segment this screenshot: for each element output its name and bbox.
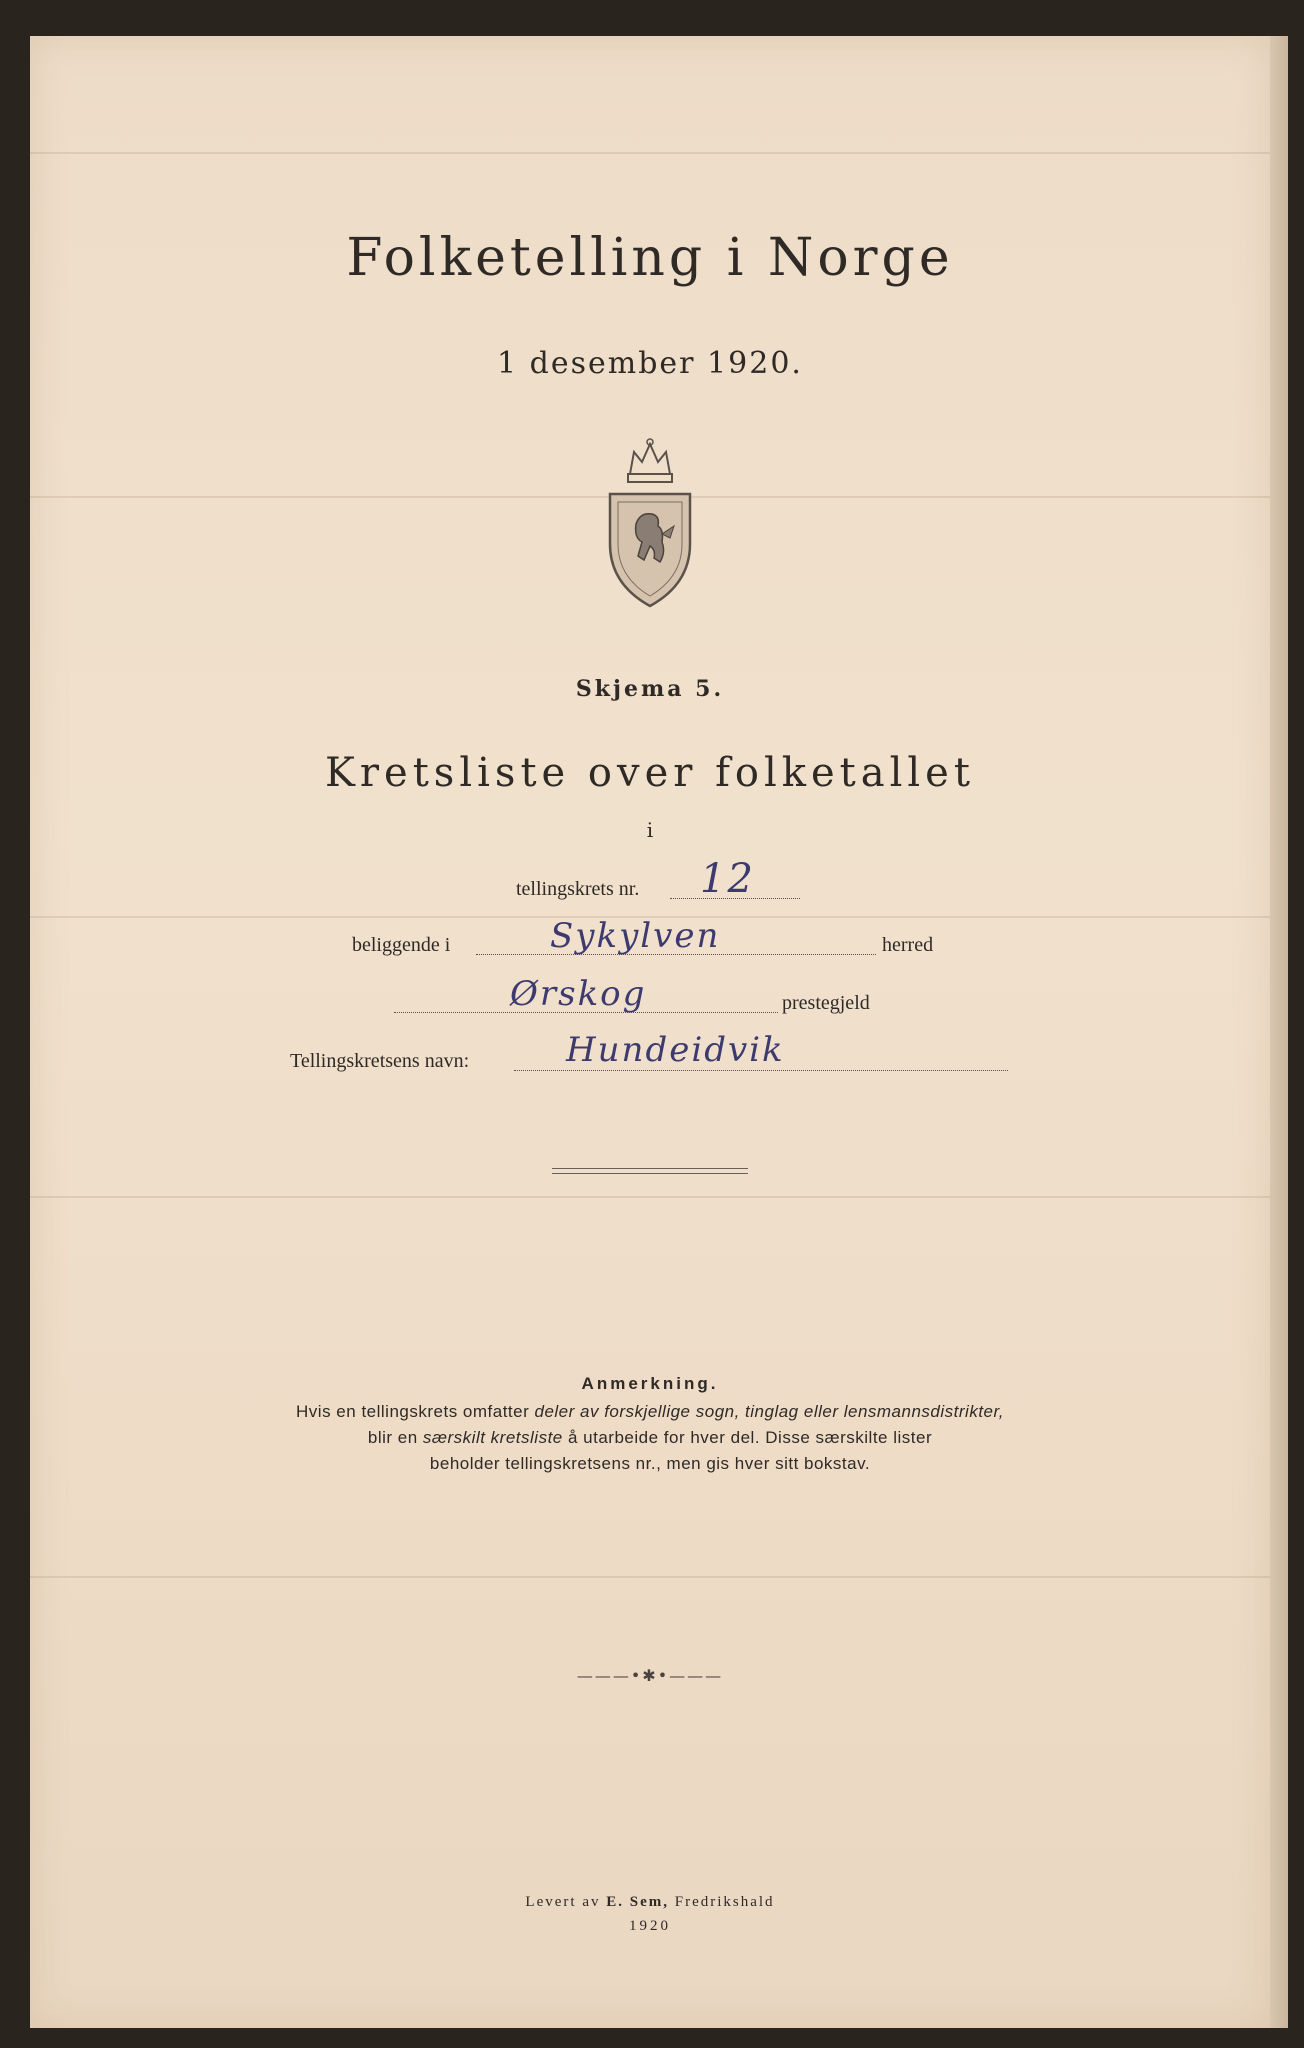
beliggende-label: beliggende i: [352, 934, 451, 956]
fold-line: [30, 152, 1270, 154]
census-form-page: [30, 36, 1270, 2028]
coat-of-arms-icon: [600, 434, 700, 612]
separator-double-line: [552, 1168, 748, 1174]
tellingskrets-label: tellingskrets nr.: [516, 878, 640, 900]
navn-dotline: [514, 1070, 1008, 1071]
navn-value: Hundeidvik: [566, 1030, 785, 1070]
fold-line: [30, 1196, 1270, 1198]
beliggende-value: Sykylven: [550, 916, 721, 956]
fold-line: [30, 1576, 1270, 1578]
prestegjeld-label: prestegjeld: [782, 992, 870, 1014]
schema-number: Skjema 5.: [575, 676, 725, 702]
note-line-1: Hvis en tellingskrets omfatter deler av forskjellige sogn, tinglag eller lensmannsdistrikter,: [296, 1402, 1004, 1421]
note-line-2: blir en særskilt kretsliste å utarbeide for hver del. Disse særskilte lister: [367, 1428, 933, 1447]
tellingskrets-value: 12: [700, 856, 755, 902]
printer-year: 1920: [629, 1918, 671, 1934]
document-date: 1 desember 1920.: [497, 346, 803, 381]
herred-label: herred: [882, 934, 934, 956]
printer-line: Levert av E. Sem, Fredrikshald: [525, 1894, 775, 1910]
note-line-3: beholder tellingskretsens nr., men gis hver sitt bokstav.: [429, 1454, 871, 1473]
page-edge: [1270, 36, 1288, 2028]
in-word: i: [646, 818, 654, 842]
prestegjeld-value: Ørskog: [510, 974, 647, 1014]
ornament-divider: ———•✱•———: [576, 1666, 724, 1685]
form-heading: Kretsliste over folketallet: [325, 750, 975, 796]
navn-label: Tellingskretsens navn:: [290, 1050, 470, 1072]
note-heading: Anmerkning.: [581, 1374, 719, 1393]
document-title: Folketelling i Norge: [346, 228, 954, 288]
